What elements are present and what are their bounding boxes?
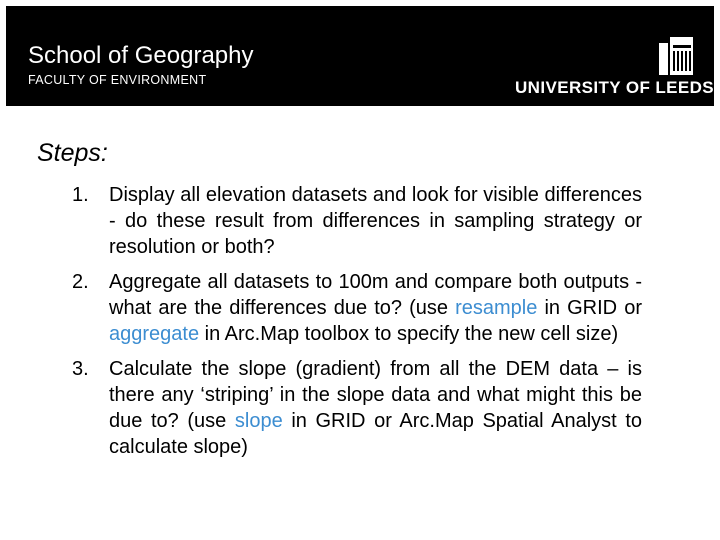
slope-link: slope	[234, 410, 283, 432]
step-number: 1.	[72, 184, 89, 206]
school-name: School of Geography	[28, 42, 254, 69]
step-text-part: in GRID or	[537, 297, 642, 319]
faculty-name: FACULTY OF ENVIRONMENT	[28, 73, 207, 87]
list-item	[72, 356, 642, 460]
step-text-part: Aggregate all datasets to 100m and compare both outputs - what are the differences due to? (use	[109, 271, 642, 319]
aggregate-link: aggregate	[109, 323, 200, 345]
list-item	[72, 269, 642, 347]
step-text	[109, 356, 642, 460]
page-title: Steps:	[37, 139, 108, 167]
resample-link: resample	[455, 297, 538, 319]
steps-list	[72, 182, 642, 469]
step-text	[109, 269, 642, 347]
parkinson-tower-icon	[659, 37, 693, 75]
university-name: UNIVERSITY OF LEEDS	[515, 78, 715, 97]
step-text-part: in Arc.Map toolbox to specify the new cell size)	[199, 323, 619, 345]
header-banner	[6, 6, 714, 106]
step-text: Display all elevation datasets and look for visible differences - do these result from differences in sampling strategy or resolution or both?	[109, 184, 642, 258]
step-number: 3.	[72, 358, 89, 380]
step-number: 2.	[72, 271, 89, 293]
list-item	[72, 182, 642, 260]
step-text-part: Calculate the slope (gradient) from all the DEM data – is there any ‘striping’ in the slope data and what might this be due to? (use	[109, 358, 642, 432]
step-text-part: in GRID or Arc.Map Spatial Analyst to calculate slope)	[109, 410, 642, 458]
